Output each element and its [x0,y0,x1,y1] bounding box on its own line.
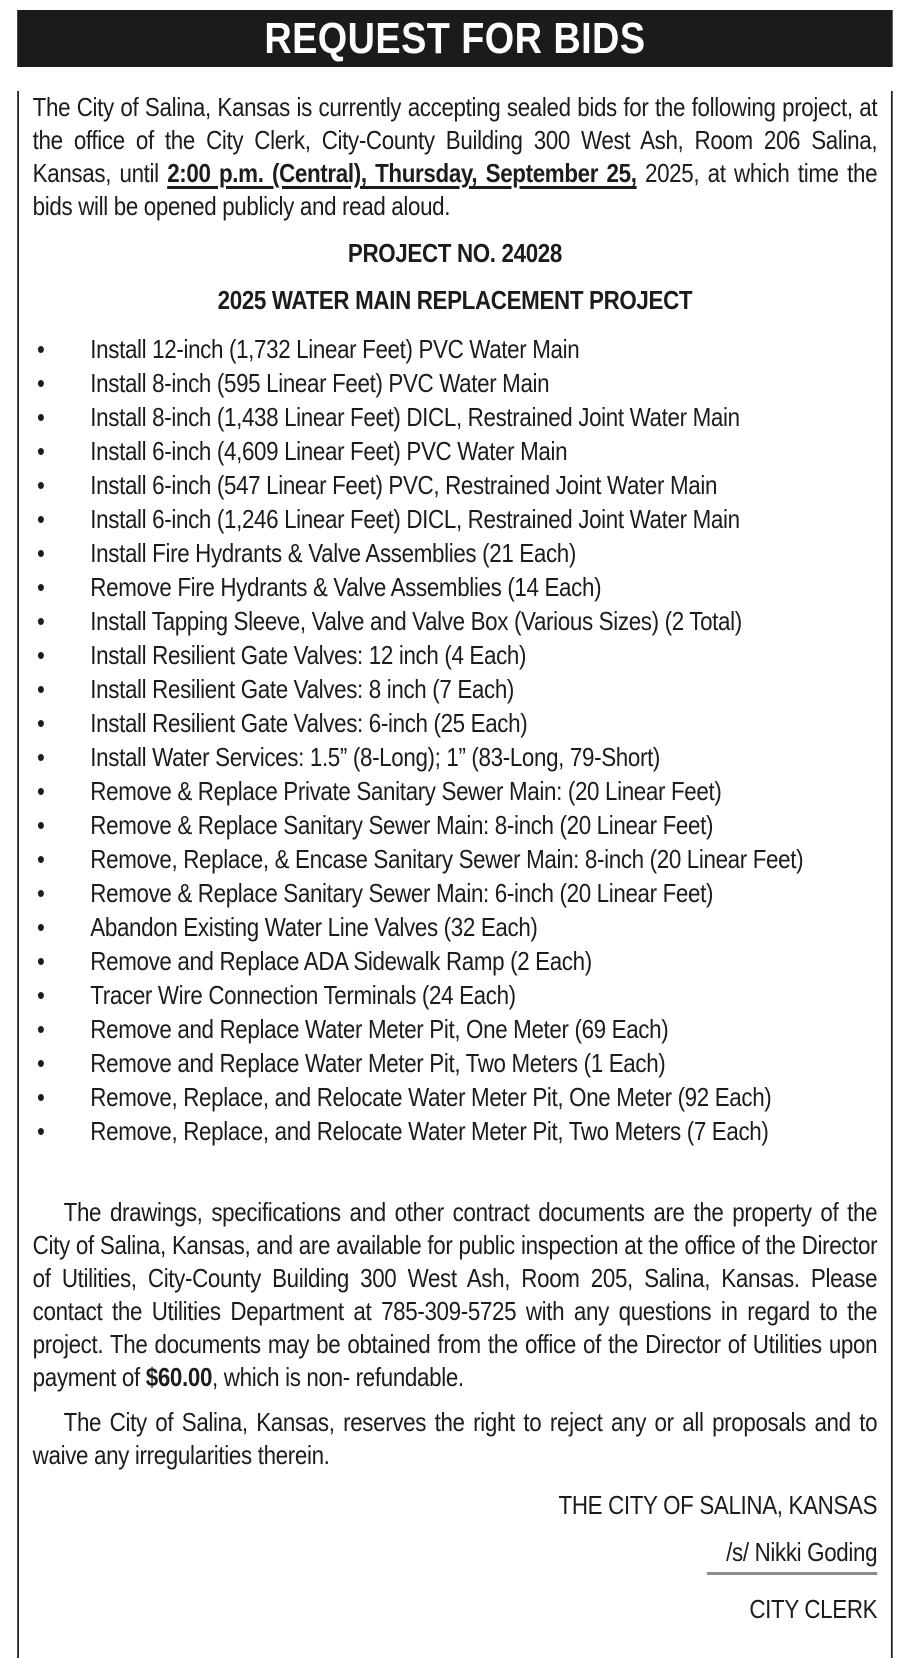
signature-name: /s/ Nikki Goding [707,1536,877,1575]
bullet-icon: • [36,708,45,738]
bid-item [33,1012,878,1046]
bid-item-text: Install Tapping Sleeve, Valve and Valve Box (Various Sizes) (2 Total) [90,606,742,636]
bid-item-text: Install Resilient Gate Valves: 12 inch (4 Each) [90,640,527,670]
bid-item-text: Install 6-inch (1,246 Linear Feet) DICL, Restrained Joint Water Main [90,504,740,534]
bid-items-list [33,332,878,1148]
bid-item [33,332,878,366]
bullet-icon: • [36,402,45,432]
bullet-icon: • [36,334,45,364]
bid-item-text: Install 8-inch (1,438 Linear Feet) DICL, Restrained Joint Water Main [90,402,740,432]
bullet-icon: • [36,1014,45,1044]
bid-item-text: Install 6-inch (547 Linear Feet) PVC, Restrained Joint Water Main [90,470,718,500]
bid-item [33,502,878,536]
bid-item [33,944,878,978]
bid-item [33,536,878,570]
project-name-heading: 2025 WATER MAIN REPLACEMENT PROJECT [217,285,693,315]
bid-item [33,808,878,842]
bid-item-text: Remove, Replace, and Relocate Water Meter Pit, Two Meters (7 Each) [90,1116,769,1146]
notice-header-bar [17,10,892,67]
bid-item-text: Install 6-inch (4,609 Linear Feet) PVC Water Main [90,436,568,466]
bid-item-text: Install Water Services: 1.5” (8-Long); 1” (83-Long, 79-Short) [90,742,661,772]
notice-content-wrapper [0,10,910,1658]
rights-paragraph: The City of Salina, Kansas, reserves the right to reject any or all proposals and to waive any irregularities therein. [32,1407,878,1470]
bullet-icon: • [36,572,45,602]
bullet-icon: • [36,640,45,670]
bid-item-text: Install Fire Hydrants & Valve Assemblies (21 Each) [90,538,576,568]
bullet-icon: • [36,1116,45,1146]
project-number-heading: PROJECT NO. 24028 [347,238,562,268]
intro-text-2: 2025, at which time the bids will be opened publicly and read aloud. [32,158,878,221]
bullet-icon: • [36,470,45,500]
bid-item [33,434,878,468]
bid-item-text: Remove and Replace Water Meter Pit, Two Meters (1 Each) [90,1048,666,1078]
documents-text-2: , which is non- refundable. [212,1362,464,1392]
bullet-icon: • [36,844,45,874]
bid-item-text: Remove, Replace, and Relocate Water Meter Pit, One Meter (92 Each) [90,1082,772,1112]
intro-paragraph [33,91,878,223]
bid-item-text: Install Resilient Gate Valves: 8 inch (7 Each) [90,674,515,704]
bid-item [33,638,878,672]
notice-body [17,91,892,1658]
signature-organization: THE CITY OF SALINA, KANSAS [558,1490,878,1520]
bid-item-text: Install 12-inch (1,732 Linear Feet) PVC Water Main [90,334,580,364]
bullet-icon: • [36,878,45,908]
bid-item-text: Install 8-inch (595 Linear Feet) PVC Water Main [90,368,550,398]
bullet-icon: • [36,776,45,806]
bid-item-text: Remove & Replace Private Sanitary Sewer Main: (20 Linear Feet) [90,776,722,806]
bullet-icon: • [36,742,45,772]
bid-item [33,842,878,876]
documents-text-1: The drawings, specifications and other contract documents are the property of the City of Salina, Kansas, and are available for public inspection at the office of the Director of Utilities, City-County Building 300 West Ash, Room 205, Salina, Kansas. Please contact the Utilities Department at 785-309-5725 with any questions in regard to the project. The documents may be obtained from the office of the Director of Utilities upon payment of [32,1197,878,1392]
bid-item [33,366,878,400]
bullet-icon: • [36,980,45,1010]
bid-deadline: 2:00 p.m. (Central), Thursday, September 25, [167,158,637,188]
bullet-icon: • [36,1082,45,1112]
bid-item [33,570,878,604]
bullet-icon: • [36,810,45,840]
bid-item [33,400,878,434]
bid-item [33,876,878,910]
bid-item [33,1080,878,1114]
documents-paragraph [33,1196,878,1394]
bullet-icon: • [36,368,45,398]
bullet-icon: • [36,538,45,568]
bid-item-text: Remove Fire Hydrants & Valve Assemblies (14 Each) [90,572,602,602]
intro-text-1: The City of Salina, Kansas is currently accepting sealed bids for the following project, at the office of the City Clerk, City-County Building 300 West Ash, Room 206 Salina, Kansas, until [32,92,878,188]
bid-item [33,604,878,638]
signature-title: CITY CLERK [749,1594,878,1624]
bid-item-text: Remove, Replace, & Encase Sanitary Sewer Main: 8-inch (20 Linear Feet) [90,844,804,874]
notice-title: REQUEST FOR BIDS [264,13,646,63]
bid-item-text: Remove and Replace Water Meter Pit, One Meter (69 Each) [90,1014,669,1044]
signature-name-row [33,1536,878,1575]
bid-item-text: Abandon Existing Water Line Valves (32 Each) [90,912,538,942]
bid-item [33,1046,878,1080]
bullet-icon: • [36,912,45,942]
bid-item [33,1114,878,1148]
bid-item [33,740,878,774]
bid-item-text: Remove & Replace Sanitary Sewer Main: 8-inch (20 Linear Feet) [90,810,714,840]
bid-item [33,910,878,944]
bullet-icon: • [36,606,45,636]
bullet-icon: • [36,436,45,466]
bullet-icon: • [36,504,45,534]
bullet-icon: • [36,946,45,976]
bid-item [33,774,878,808]
bid-item-text: Install Resilient Gate Valves: 6-inch (25 Each) [90,708,528,738]
bid-item-text: Remove and Replace ADA Sidewalk Ramp (2 Each) [90,946,592,976]
document-fee: $60.00 [145,1362,213,1392]
bid-item-text: Tracer Wire Connection Terminals (24 Each) [90,980,516,1010]
bid-item [33,978,878,1012]
bid-item-text: Remove & Replace Sanitary Sewer Main: 6-inch (20 Linear Feet) [90,878,714,908]
bullet-icon: • [36,1048,45,1078]
bullet-icon: • [36,674,45,704]
bid-item [33,672,878,706]
bid-item [33,706,878,740]
bid-item [33,468,878,502]
